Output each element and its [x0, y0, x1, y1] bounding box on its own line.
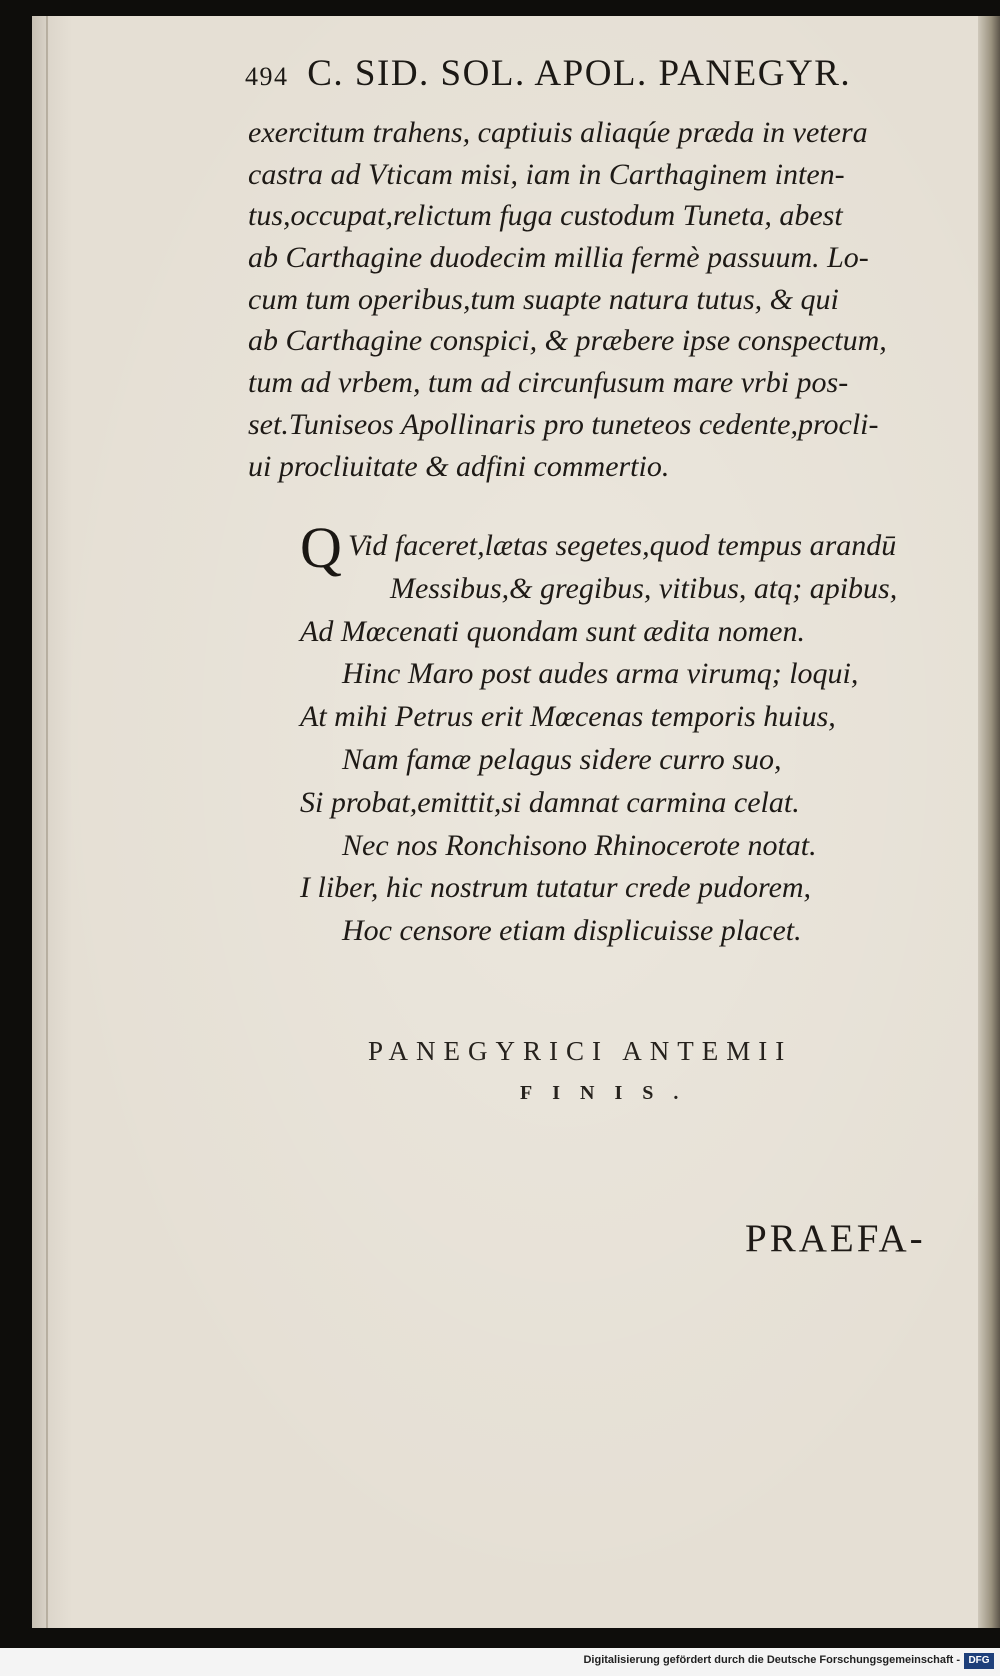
prose-line: ui procliuitate & adfini commertio.: [248, 449, 670, 483]
funding-credit: Digitalisierung gefördert durch die Deutsche Forschungsgemeinschaft -: [583, 1654, 960, 1666]
poem-line: Nam famæ pelagus sidere curro suo,: [342, 742, 782, 776]
poem-line: Ad Mœcenati quondam sunt ædita nomen.: [300, 614, 805, 648]
prose-line: ab Carthagine duodecim millia fermè passuum. Lo-: [248, 241, 869, 275]
poem-line: At mihi Petrus erit Mœcenas temporis huius,: [300, 700, 836, 734]
prose-line: set.Tuniseos Apollinaris pro tuneteos cedente,procli-: [248, 407, 879, 441]
poem-line: I liber, hic nostrum tutatur crede pudorem,: [300, 871, 812, 905]
dfg-logo: DFG: [964, 1653, 994, 1669]
prose-line: ab Carthagine conspici, & præbere ipse conspectum,: [248, 324, 887, 358]
poem-line: Nec nos Ronchisono Rhinocerote notat.: [342, 828, 817, 862]
colophon-finis: FINIS.: [520, 1082, 699, 1104]
prose-paragraph: [248, 112, 978, 487]
colophon-title: PANEGYRICI ANTEMII: [368, 1036, 793, 1066]
dedicatory-poem: [300, 515, 980, 953]
footer-bar: [0, 1648, 1000, 1676]
running-head: [245, 52, 965, 104]
poem-line-text: Vid faceret,lætas segetes,quod tempus arandū: [348, 529, 897, 562]
poem-line: Messibus,& gregibus, vitibus, atq; apibus,: [390, 571, 898, 605]
poem-line: Hoc censore etiam displicuisse placet.: [342, 914, 802, 948]
page-gutter: [46, 16, 48, 1628]
catchword: PRAEFA-: [745, 1217, 926, 1260]
prose-line: castra ad Vticam misi, iam in Carthaginem inten-: [248, 157, 845, 191]
running-title: C. SID. SOL. APOL. PANEGYR.: [307, 53, 852, 94]
poem-line: Si probat,emittit,si damnat carmina celat.: [300, 785, 800, 819]
prose-line: cum tum operibus,tum suapte natura tutus, & qui: [248, 282, 839, 316]
poem-line: Hinc Maro post audes arma virumq; loqui,: [342, 657, 859, 691]
poem-line-first: [300, 515, 980, 580]
drop-cap: Q: [300, 515, 342, 580]
page-fore-edge: [978, 16, 1000, 1628]
prose-line: exercitum trahens, captiuis aliaqúe præda in vetera: [248, 116, 868, 149]
prose-line: tum ad vrbem, tum ad circunfusum mare vrbi pos-: [248, 366, 849, 400]
page-number: 494: [245, 62, 289, 91]
prose-line: tus,occupat,relictum fuga custodum Tuneta, abest: [248, 199, 843, 233]
